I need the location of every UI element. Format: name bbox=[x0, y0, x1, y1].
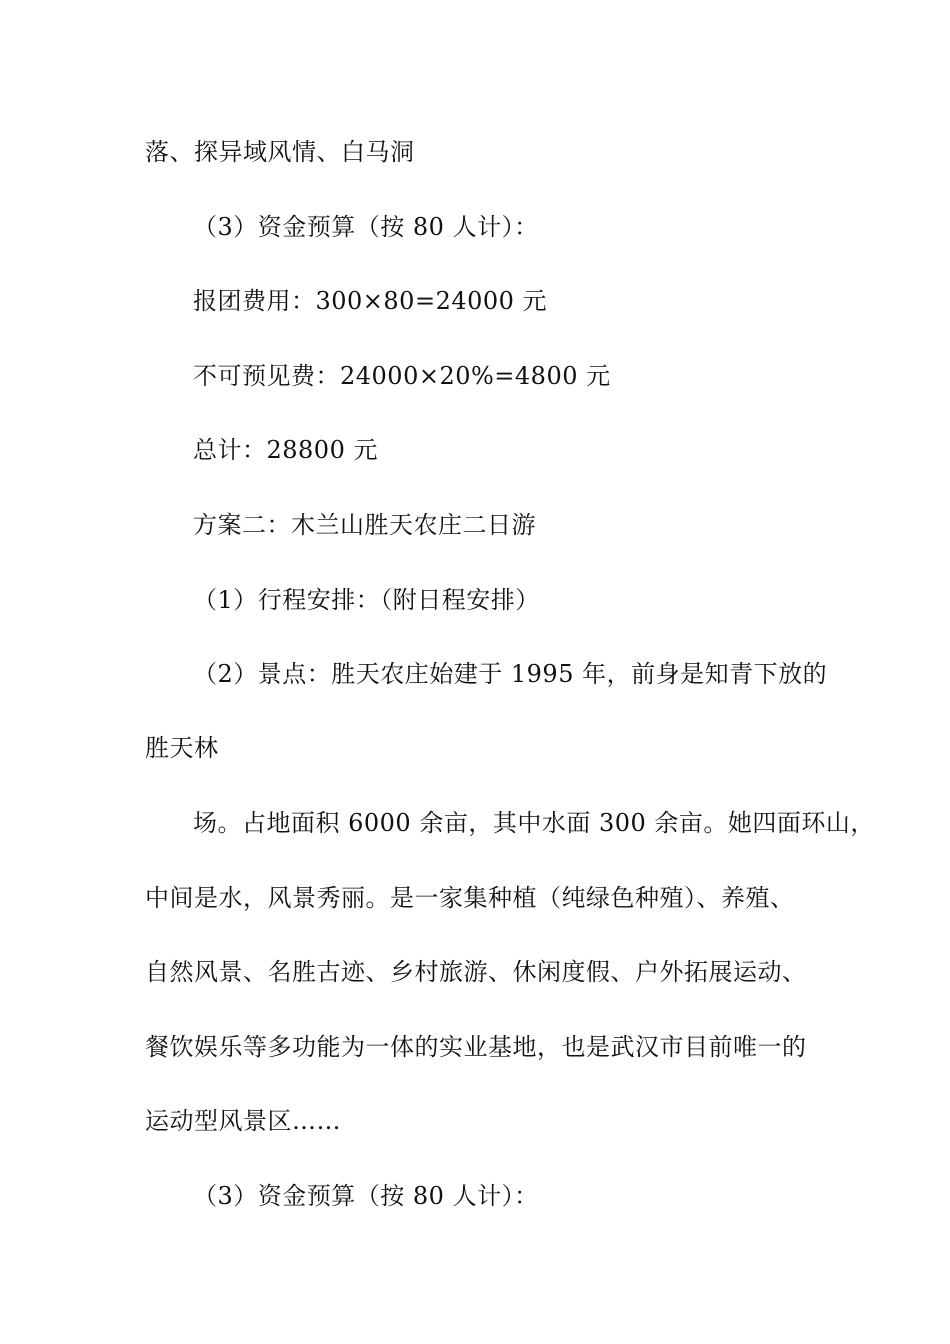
text-line-budget-heading-2: （3）资金预算（按 80 人计）： bbox=[193, 1182, 539, 1210]
text-line-features: 自然风景、名胜古迹、乡村旅游、休闲度假、户外拓展运动、 bbox=[145, 958, 807, 986]
text-line-continuation: 落、探异域风情、白马洞 bbox=[145, 138, 415, 166]
text-line-sport-scenic-area: 运动型风景区…… bbox=[145, 1107, 341, 1135]
text-line-base-description: 餐饮娱乐等多功能为一体的实业基地，也是武汉市目前唯一的 bbox=[145, 1033, 807, 1061]
text-line-contingency-fee: 不可预见费：24000×20%=4800 元 bbox=[193, 362, 611, 390]
text-line-scenery: 中间是水，风景秀丽。是一家集种植（纯绿色种殖）、养殖、 bbox=[145, 884, 795, 912]
text-line-itinerary: （1）行程安排：（附日程安排） bbox=[193, 586, 540, 614]
text-line-total: 总计：28800 元 bbox=[193, 436, 378, 464]
text-line-area-description: 场。占地面积 6000 余亩，其中水面 300 余亩。她四面环山， bbox=[193, 809, 875, 837]
text-line-budget-heading: （3）资金预算（按 80 人计）： bbox=[193, 213, 539, 241]
text-line-group-fee: 报团费用：300×80=24000 元 bbox=[193, 287, 548, 315]
text-line-plan-two-heading: 方案二：木兰山胜天农庄二日游 bbox=[193, 511, 536, 539]
text-line-attractions: （2）景点：胜天农庄始建于 1995 年，前身是知青下放的 bbox=[193, 660, 828, 688]
text-line-attractions-cont: 胜天林 bbox=[145, 734, 219, 762]
